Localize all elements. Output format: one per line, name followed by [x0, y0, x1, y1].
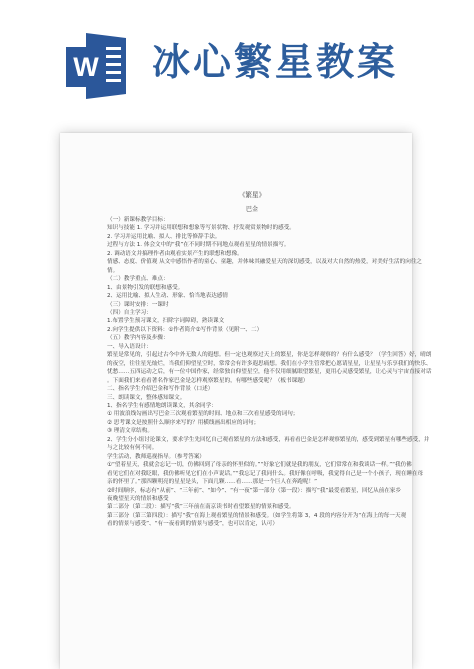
document-line: 2. 学习并运用比喻、拟人、排比等修辞手法。 [107, 233, 221, 240]
document-body [107, 189, 432, 529]
document-title: 《繁星》 [238, 191, 266, 199]
document-line: 学生活动，教师巡视指导。（参考答案） [107, 453, 205, 460]
document-line: ③ 理清文章结构。 [107, 428, 153, 435]
document-line: 一、导入语设计： [107, 343, 152, 350]
document-line: （二）教学重点、难点： [107, 276, 169, 283]
document-line: 1、指名学生有感情地朗读课文，其余同学： [107, 402, 217, 409]
document-line: 1、由景物引发的联想和感受。 [107, 284, 184, 291]
document-line: 的夜空，往往星光灿烂，当我们仰望星空时，常常会有许多遐思痛想。我们在小学生管常把心愿请星星，让星星与乐享我们的快乐、 [107, 360, 432, 367]
document-line: 二、指名学生介绍巴金和写作背景（口述） [107, 386, 214, 393]
document-line: 亲的怀里了。”那四颗明亮的星星是头，下面几颗……看……那是一个巨人在奔跑呢！” [107, 479, 317, 486]
document-line: 2、运用比喻、拟人生动、形象、恰当地表达感情 [107, 293, 229, 300]
document-line: 知识与技能 1. 学习并运用联想和想象等写景状物、抒发观赏景物时的感受。 [107, 225, 295, 232]
document-line: 繁星是常见的，引起过古今中外无数人的遐想。但一定也观察过天上的繁星，你是怎样观察的？有什么感受？（学生回答）好，晴朗 [107, 352, 432, 359]
logo-letter: W [73, 52, 99, 82]
document-line: 第三部分（第三第四段）：描写“我”在海上观看繁星的情景和感受。（如学生将第 3，4 段的内容分开为“在海上的每一天观 [107, 512, 407, 519]
document-line: 2.向学生提供以下资料：①作者简介②写作背景（见附一、二） [107, 326, 263, 333]
document-author: 巴金 [245, 206, 258, 213]
document-line: （四）自主学习： [107, 309, 152, 316]
document-text [107, 216, 432, 529]
document-line: 1.布置学生预习课文，扫除字词障碍，熟读课文 [107, 318, 225, 325]
document-line: （五）教学内容及步骤： [107, 335, 169, 342]
document-line: 看的情景与感受”、“有一夜看到的情景与感受”，也可以肯定，认可） [107, 521, 278, 528]
document-line: 2. 调动语文并搞理作者由观看实景产生的联想和想像。 [107, 250, 243, 257]
document-line: 与之比较有何不同。 [107, 445, 158, 452]
document-page [60, 133, 432, 669]
banner-title: 冰心繁星教案 [152, 40, 399, 84]
document-line: 。下面我们来看看著名作家巴金是怎样观察繁星的，有哪些感受呢？（板书课题） [107, 377, 309, 384]
document-line: 三、朗读课文，整体感知课文。 [107, 394, 186, 401]
document-line: 过程与方法 1. 体会文中的“我”在不同时期不同地点观看星星的情景描写。 [107, 242, 290, 249]
document-line: 第二部分（第二段）：描写“我”三年前在南京读书时看望繁星的情景和感受。 [107, 504, 295, 511]
document-line: ②时间顺序，标志有“从前”、“三年前”、“如今”、“有一夜”第一部分（第一段）：描写“我”最爱看繁星，回忆从前在家乡 [107, 487, 402, 494]
document-line: （一）新课标教学目标： [107, 217, 169, 223]
document-line: 看见它们在对我眨眼，我仿佛听见它们在小声说话。”“我忘记了我同什么。我好像在呼吸，我觉得自己是一个小孩子，现在睡在母 [107, 470, 424, 477]
word-logo-icon [66, 33, 126, 99]
top-banner [0, 0, 474, 118]
document-line: ② 思考课文是按照什么顺序来写的？用横线画出相应的词句； [107, 419, 260, 426]
document-line: （三）课时安排：一课时 [107, 301, 169, 308]
document-line: 情。 [107, 267, 119, 274]
document-line: ①“望着星天，我就会忘记一切，仿佛回到了母亲的怀里似的。”“好象它们就是我的朋友，它们常常在和我谈话一样。”“我仿佛 [107, 462, 412, 469]
document-line: 夜晚望星天的情景和感受 [107, 495, 169, 502]
document-line: 忧愁……五四运动之后，有一位中国作家，经常独自仰望星空，他不仅用细腻眼望繁星，更用心灵感受繁星，让心灵与宇宙直接对话 [107, 369, 432, 376]
document-line: 2、学生分小组讨论课文，要求学生先回忆自己观看繁星的方法和感受，再看看巴金是怎样观察繁星的，感受到繁星有哪些感受，并 [107, 436, 430, 443]
document-line: 情感、态度、价值观 从文中感悟作者的童心、童趣，并体味其融爱星天的深切感受，以及对大自然的热爱，对美好生活的向往之 [107, 259, 423, 266]
document-line: ① 用波浪线勾画出写巴金三次观看繁星的时间、地点和三次看星感受的词句； [107, 411, 299, 418]
